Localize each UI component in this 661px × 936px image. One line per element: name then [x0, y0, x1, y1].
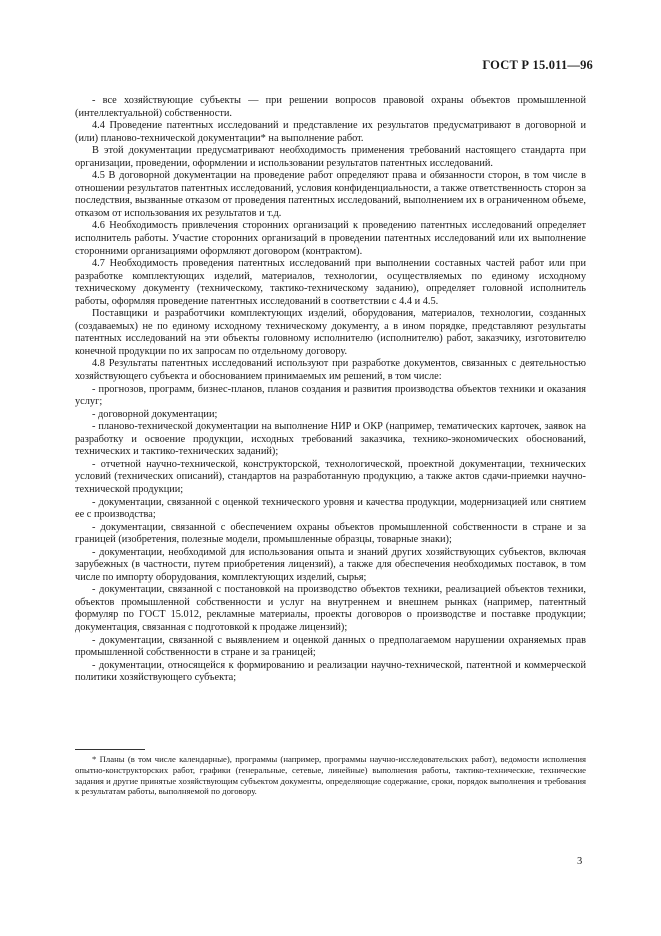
footnote-divider — [75, 749, 145, 750]
list-item: - документации, связанной с постановкой на производство объектов техники, реализацией объектов техники, объектов промышленной собственности и услуг на внутреннем и внешнем рынках (например, патентный формуляр по ГОСТ 15.012, рекламные материалы, проекты договоров о производстве и поставке продукции; документация, связанная с подготовкой к продаже лицензий); — [75, 584, 586, 633]
paragraph-4-5: 4.5 В договорной документации на проведение работ определяют права и обязанности сторон, в том числе в отношении результатов патентных исследований, условия конфиденциальности, а также ответственность сторон за последствия, вызванные отказом от проведения патентных исследований, выполнением их в ограниченном объеме, отказом от использования их результатов и т.д. — [75, 170, 586, 219]
list-item: - документации, необходимой для использования опыта и знаний других хозяйствующих субъектов, включая зарубежных (в частности, путем приобретения лицензий), а также для обеспечения необходимых поставок, в том числе по импорту оборудования, комплектующих изделий, сырья; — [75, 546, 586, 583]
list-item: - документации, связанной с обеспечением охраны объектов промышленной собственности в стране и за границей (изобретения, полезные модели, промышленные образцы, товарные знаки); — [75, 521, 586, 546]
main-text — [75, 95, 586, 685]
list-item: - документации, связанной с оценкой технического уровня и качества продукции, модернизацией или снятием ее с производства; — [75, 496, 586, 521]
paragraph-4-4: 4.4 Проведение патентных исследований и представление их результатов предусматривают в договорной и (или) планово-технической документации* на выполнение работ. — [75, 120, 586, 144]
list-item: - прогнозов, программ, бизнес-планов, планов создания и развития производства объектов техники и оказания услуг; — [75, 383, 586, 408]
paragraph: Поставщики и разработчики комплектующих изделий, оборудования, материалов, технологии, созданных (создаваемых) не по единому исходному техническому документу, а в ином порядке, представляют результаты патентных исследований на эти объекты головному исполнителю (исполнителю) работ, заказчику, изготовителю конечной продукции по их запросам по отдельному договору. — [75, 308, 586, 357]
page-number: 3 — [577, 856, 583, 867]
list-item: - договорной документации; — [92, 408, 218, 420]
paragraph: В этой документации предусматривают необходимость применения требований настоящего стандарта при организации, проведении, оформлении и использовании результатов патентных исследований. — [75, 145, 586, 169]
paragraph: - все хозяйствующие субъекты — при решении вопросов правовой охраны объектов промышленной (интеллектуальной) собственности. — [75, 95, 586, 119]
list-item: - отчетной научно-технической, конструкторской, технологической, проектной документации, технических условий (технических описаний), стандартов на разработанную продукцию, а также актов сдачи-приемки научно-технической продукции; — [75, 458, 586, 495]
list-item: - документации, связанной с выявлением и оценкой данных о предполагаемом нарушении охраняемых прав промышленной собственности в стране и за границей; — [75, 634, 586, 659]
footnote — [75, 754, 586, 797]
list-item: - планово-технической документации на выполнение НИР и ОКР (например, тематических карточек, заявок на разработку и освоение продукции, исходных требований заказчика, технико-экономических обоснований, технических и тактико-технических заданий); — [75, 421, 586, 458]
list-item: - документации, относящейся к формированию и реализации научно-технической, патентной и коммерческой политики хозяйствующего субъекта; — [75, 659, 586, 684]
footnote-text: * Планы (в том числе календарные), программы (например, программы научно-исследовательских работ), ведомости исполнения опытно-конструкторских работ, графики (генеральные, сетевые, линейные) выполнения работы, тактико-технические, технические задания и другие принятые хозяйствующим субъектом документы, определяющие содержание, сроки, порядок выполнения и требования к результатам работы, выполняемой по договору. — [75, 754, 586, 797]
standard-number-header: ГОСТ Р 15.011—96 — [482, 58, 593, 72]
paragraph-4-8: 4.8 Результаты патентных исследований используют при разработке документов, связанных с деятельностью хозяйствующего субъекта и обоснованием принимаемых им решений, в том числе: — [75, 358, 586, 383]
paragraph-4-7: 4.7 Необходимость проведения патентных исследований при выполнении составных частей работ или при разработке комплектующих изделий, материалов, технологии, осуществляемых по единому исходному техническому документу (техническому, тактико-техническому заданию), определяет головной исполнитель работы, оформляя проведение патентных исследований в соответствии с 4.4 и 4.5. — [75, 258, 586, 307]
paragraph-4-6: 4.6 Необходимость привлечения сторонних организаций к проведению патентных исследований определяет исполнитель работы. Участие сторонних организаций в проведении патентных исследований или их выполнение сторонними организациями оформляют договором (контрактом). — [75, 220, 586, 257]
